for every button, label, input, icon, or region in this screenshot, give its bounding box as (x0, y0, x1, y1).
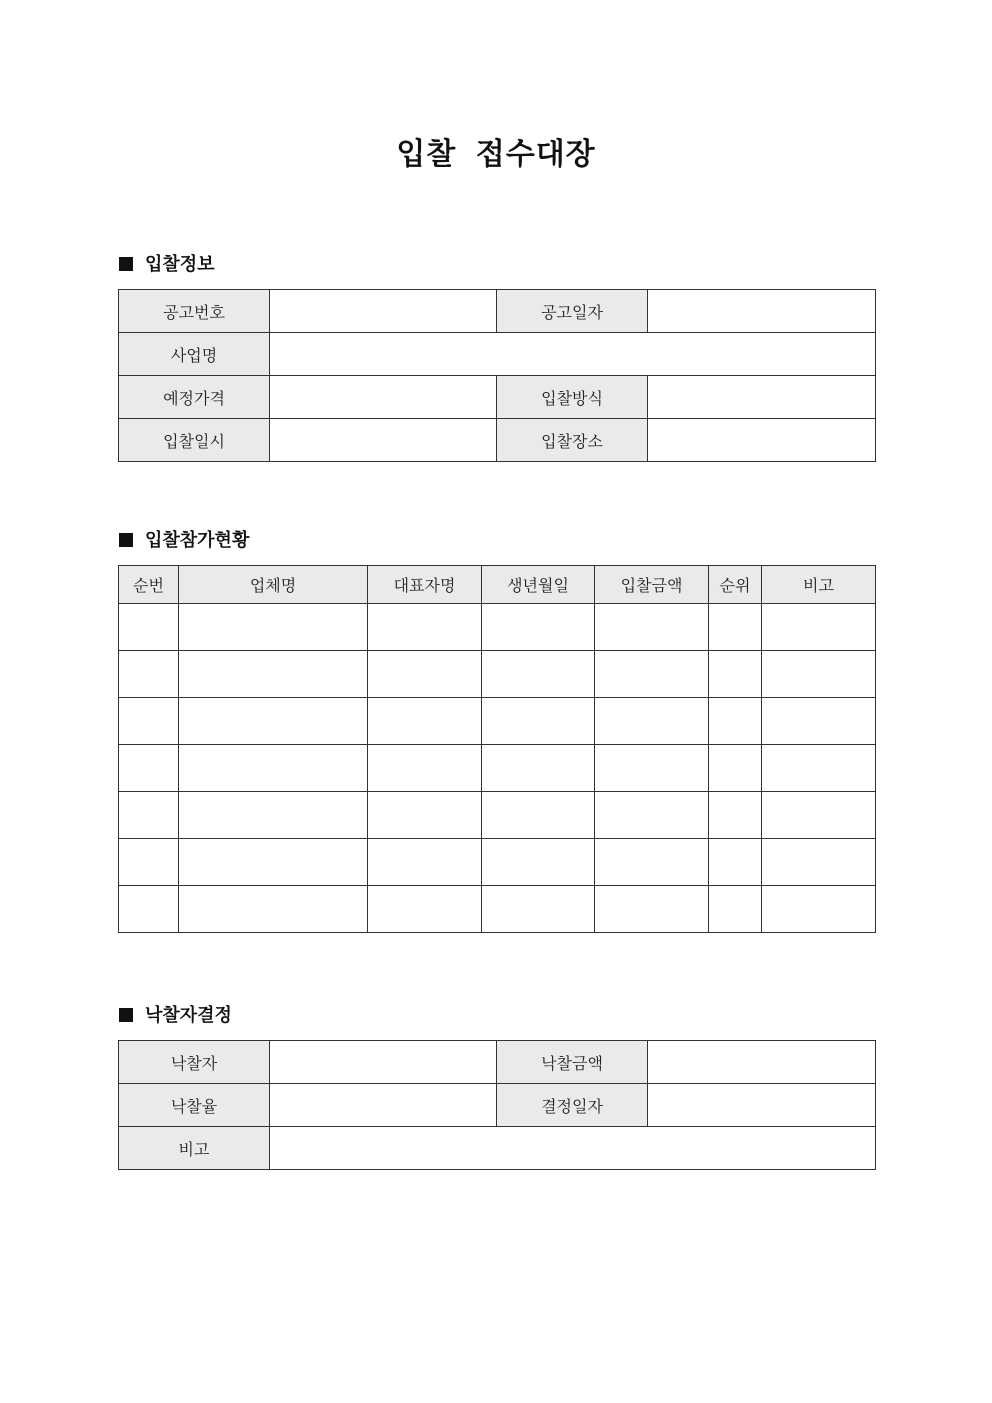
table-row (119, 419, 876, 462)
no-cell[interactable] (119, 839, 179, 886)
column-header-company: 업체명 (179, 566, 368, 604)
representative-cell[interactable] (368, 745, 482, 792)
notice-date-label: 공고일자 (497, 290, 648, 333)
no-cell[interactable] (119, 792, 179, 839)
bid-method-field[interactable] (648, 376, 876, 419)
page-title: 입찰 접수대장 (396, 137, 596, 172)
bid-amount-cell[interactable] (595, 839, 709, 886)
birthdate-cell[interactable] (482, 792, 595, 839)
estimated-price-label: 예정가격 (119, 376, 270, 419)
birthdate-cell[interactable] (482, 839, 595, 886)
section-heading-bid-info (119, 252, 215, 278)
representative-cell[interactable] (368, 604, 482, 651)
bid-amount-cell[interactable] (595, 792, 709, 839)
table-row (119, 333, 876, 376)
estimated-price-field[interactable] (270, 376, 497, 419)
remarks-cell[interactable] (762, 604, 876, 651)
representative-cell[interactable] (368, 698, 482, 745)
birthdate-cell[interactable] (482, 651, 595, 698)
column-header-no: 순번 (119, 566, 179, 604)
table-row (119, 290, 876, 333)
award-amount-field[interactable] (648, 1041, 876, 1084)
participants-table-body (119, 604, 876, 933)
column-header-bid-amount: 입찰금액 (595, 566, 709, 604)
rank-cell[interactable] (709, 839, 762, 886)
winner-field[interactable] (270, 1041, 497, 1084)
column-header-representative: 대표자명 (368, 566, 482, 604)
award-remarks-label: 비고 (119, 1127, 270, 1170)
company-cell[interactable] (179, 651, 368, 698)
bid-place-field[interactable] (648, 419, 876, 462)
award-amount-label: 낙찰금액 (497, 1041, 648, 1084)
notice-no-field[interactable] (270, 290, 497, 333)
birthdate-cell[interactable] (482, 698, 595, 745)
table-row (119, 698, 876, 745)
rank-cell[interactable] (709, 651, 762, 698)
table-row (119, 792, 876, 839)
rank-cell[interactable] (709, 792, 762, 839)
bid-datetime-field[interactable] (270, 419, 497, 462)
remarks-cell[interactable] (762, 792, 876, 839)
section-heading-participants (119, 528, 249, 554)
company-cell[interactable] (179, 745, 368, 792)
representative-cell[interactable] (368, 839, 482, 886)
table-row (119, 376, 876, 419)
no-cell[interactable] (119, 698, 179, 745)
project-name-label: 사업명 (119, 333, 270, 376)
table-row (119, 1127, 876, 1170)
table-row (119, 651, 876, 698)
company-cell[interactable] (179, 604, 368, 651)
table-row (119, 886, 876, 933)
table-row (119, 839, 876, 886)
remarks-cell[interactable] (762, 698, 876, 745)
remarks-cell[interactable] (762, 839, 876, 886)
remarks-cell[interactable] (762, 886, 876, 933)
remarks-cell[interactable] (762, 745, 876, 792)
table-row (119, 1084, 876, 1127)
square-bullet-icon (119, 533, 133, 547)
section-heading-award (119, 1003, 232, 1029)
representative-cell[interactable] (368, 792, 482, 839)
birthdate-cell[interactable] (482, 604, 595, 651)
no-cell[interactable] (119, 745, 179, 792)
rank-cell[interactable] (709, 745, 762, 792)
rank-cell[interactable] (709, 886, 762, 933)
no-cell[interactable] (119, 651, 179, 698)
square-bullet-icon (119, 1008, 133, 1022)
bid-amount-cell[interactable] (595, 698, 709, 745)
table-row (119, 604, 876, 651)
representative-cell[interactable] (368, 651, 482, 698)
company-cell[interactable] (179, 886, 368, 933)
bid-amount-cell[interactable] (595, 651, 709, 698)
square-bullet-icon (119, 257, 133, 271)
bid-amount-cell[interactable] (595, 745, 709, 792)
bid-amount-cell[interactable] (595, 886, 709, 933)
project-name-field[interactable] (270, 333, 876, 376)
column-header-remarks: 비고 (762, 566, 876, 604)
section-heading-label: 낙찰자결정 (145, 1005, 232, 1026)
remarks-cell[interactable] (762, 651, 876, 698)
representative-cell[interactable] (368, 886, 482, 933)
award-table (118, 1040, 876, 1170)
rank-cell[interactable] (709, 698, 762, 745)
no-cell[interactable] (119, 604, 179, 651)
birthdate-cell[interactable] (482, 886, 595, 933)
participants-table (118, 565, 876, 933)
bid-method-label: 입찰방식 (497, 376, 648, 419)
section-heading-label: 입찰참가현황 (145, 530, 250, 551)
section-heading-label: 입찰정보 (145, 254, 215, 275)
decision-date-label: 결정일자 (497, 1084, 648, 1127)
bid-place-label: 입찰장소 (497, 419, 648, 462)
decision-date-field[interactable] (648, 1084, 876, 1127)
company-cell[interactable] (179, 698, 368, 745)
column-header-rank: 순위 (709, 566, 762, 604)
notice-no-label: 공고번호 (119, 290, 270, 333)
rank-cell[interactable] (709, 604, 762, 651)
award-rate-label: 낙찰율 (119, 1084, 270, 1127)
no-cell[interactable] (119, 886, 179, 933)
table-header-row (119, 566, 876, 604)
column-header-birthdate: 생년월일 (482, 566, 595, 604)
bid-amount-cell[interactable] (595, 604, 709, 651)
table-row (119, 1041, 876, 1084)
award-remarks-field[interactable] (270, 1127, 876, 1170)
award-rate-field[interactable] (270, 1084, 497, 1127)
bid-datetime-label: 입찰일시 (119, 419, 270, 462)
birthdate-cell[interactable] (482, 745, 595, 792)
winner-label: 낙찰자 (119, 1041, 270, 1084)
company-cell[interactable] (179, 839, 368, 886)
bid-info-table (118, 289, 876, 462)
table-row (119, 745, 876, 792)
notice-date-field[interactable] (648, 290, 876, 333)
company-cell[interactable] (179, 792, 368, 839)
